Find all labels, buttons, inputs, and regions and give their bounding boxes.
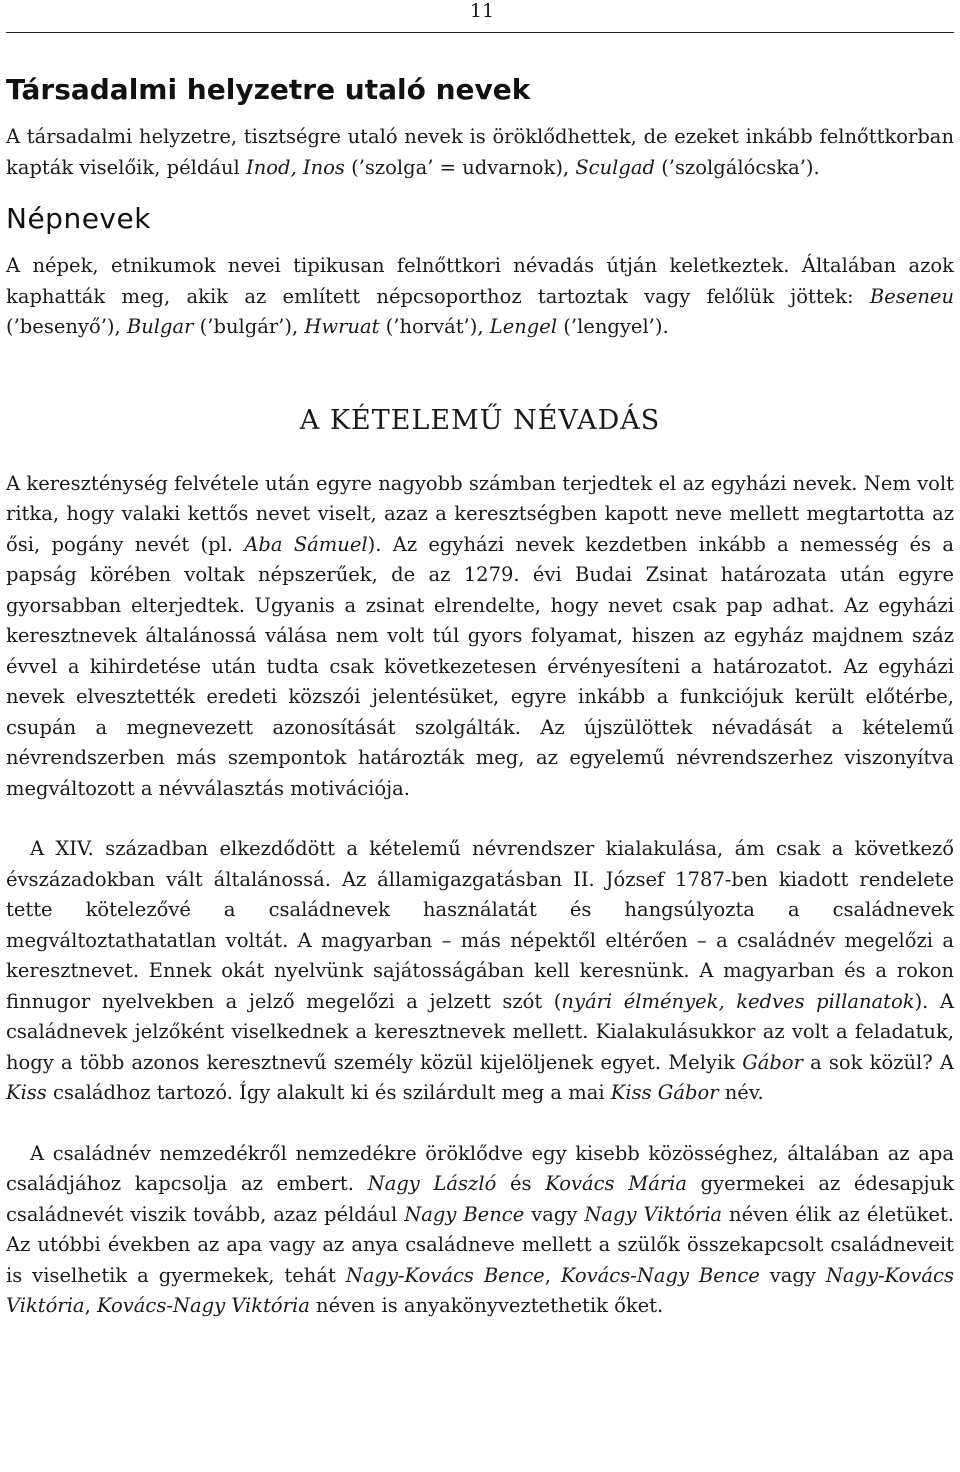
text-run: és — [496, 1172, 546, 1195]
text-run: gyermekei az édesapjuk családnevét viszik tovább, azaz például — [6, 1172, 954, 1226]
paragraph-peoples — [6, 251, 954, 343]
text-run: A XIV. században elkezdődött a kételemű névrendszer kialakulása, ám csak a következő évszázadokban vált általánossá. Az államigazgatásban II. József 1787-ben kiadott rendelete tette kötelezővé a családnevek használatát és hangsúlyozta a családnevek megváltoztathatatlan voltát. A magyarban – más népektől eltérően – a családnév megelőzi a keresztnevet. Ennek okát nyelvünk sajátosságában kell keresnünk. A magyarban és a rokon finnugor nyelvekben a jelző megelőzi a jelzett szót ( — [6, 837, 954, 1013]
italic-example-name: Aba Sámuel — [244, 532, 368, 556]
paragraph-chapter-1 — [6, 469, 954, 805]
italic-example-name: Nagy-Kovács Bence — [345, 1263, 545, 1287]
paragraph-chapter-3 — [6, 1139, 954, 1322]
italic-example-name: Kovács-Nagy Viktória — [96, 1294, 310, 1317]
text-run: (’bulgár’), — [193, 315, 305, 338]
italic-example-name: Beseneu — [869, 284, 954, 308]
text-run: , — [544, 1263, 561, 1287]
italic-example-name: Gábor — [742, 1050, 803, 1074]
header-rule — [6, 32, 954, 33]
italic-example-name: Nagy Viktória — [584, 1202, 723, 1226]
italic-example-name: Inod, Inos — [246, 155, 345, 179]
paragraph-chapter-2 — [6, 834, 954, 1109]
text-run: , — [84, 1294, 97, 1317]
page-number: 11 — [469, 0, 495, 22]
italic-example-name: Kovács Mária — [545, 1172, 687, 1195]
italic-example-name: Lengel — [489, 315, 558, 338]
text-run: ). A családnevek jelzőként viselkednek a keresztnevek mellett. Kialakulásukkor az volt a feladatuk, hogy a több azonos keresztnevű személy közül kijelöljenek egyet. Melyik — [6, 989, 955, 1074]
italic-example-name: Nagy László — [367, 1172, 497, 1195]
text-run: A népek, etnikumok nevei tipikusan felnőttkori névadás útján keletkeztek. Általában azok kaphatták meg, akik az említett népcsoporthoz tartoztak vagy felőlük jöttek: — [6, 254, 954, 308]
italic-example-name: Nagy Bence — [404, 1202, 525, 1226]
text-run: (’szolgálócska’). — [655, 155, 820, 179]
italic-example-name: Kiss — [6, 1081, 47, 1104]
text-run: néven is anyakönyveztethetik őket. — [309, 1294, 664, 1317]
text-run: A kereszténység felvétele után egyre nagyobb számban terjedtek el az egyházi nevek. Nem volt ritka, hogy valaki kettős nevet viselt, azaz a keresztségben kapott neve mellett megtartotta az ősi, pogány nevét (pl. — [6, 471, 954, 556]
text-run: név. — [718, 1081, 764, 1104]
italic-example-name: Nagy-Kovács Viktória — [6, 1263, 954, 1317]
chapter-title: A KÉTELEMŰ NÉVADÁS — [299, 404, 661, 436]
text-run: néven élik az életüket. Az utóbbi években az apa vagy az anya családneve mellett a szülők összekapcsolt családneveit is viselhetik a gyermekek, tehát — [6, 1202, 954, 1287]
text-run: (’horvát’), — [379, 315, 490, 338]
text-run: ). Az egyházi nevek kezdetben inkább a nemesség és a papság körében voltak népszerűek, de az 1279. évi Budai Zsinat határozata után egyre gyorsabban elterjedtek. Ugyanis a zsinat elrendelte, hogy nevet csak pap adhat. Az egyházi keresztnevek általánossá válása nem volt túl gyors folyamat, hiszen az egyház majdnem száz évvel a kihirdetése után tudta csak következetesen érvényesíteni a határozatot. Az egyházi nevek elvesztették eredeti közszói jelentésüket, egyre inkább a funkciójuk került előtérbe, csupán a megnevezett azonosítását szolgálták. Az újszülöttek névadását a kételemű névrendszerben más szempontok határozták meg, az egyelemű névrendszerhez viszonyítva megváltozott a névválasztás motivációja. — [6, 532, 954, 800]
italic-example-name: Kiss Gábor — [610, 1081, 719, 1104]
paragraph-social — [6, 122, 954, 183]
text-run: (’szolga’ = udvarnok), — [344, 155, 576, 179]
italic-example-name: Hwruat — [304, 315, 380, 338]
text-run: vagy — [759, 1263, 826, 1287]
italic-example-name: Sculgad — [575, 155, 655, 179]
text-run: (’lengyel’). — [557, 315, 669, 338]
text-run: (’besenyő’), — [6, 315, 127, 338]
text-run: a sok közül? A — [802, 1050, 954, 1074]
italic-example-name: Kovács-Nagy Bence — [560, 1263, 760, 1287]
text-run: A családnév nemzedékről nemzedékre öröklődve egy kisebb közösséghez, általában az apa családjához kapcsolja az embert. — [6, 1141, 954, 1195]
text-run: A társadalmi helyzetre, tisztségre utaló nevek is öröklődhettek, de ezeket inkább felnőttkorban kapták viselőik, például — [6, 125, 954, 179]
text-run: vagy — [524, 1202, 585, 1226]
italic-example-name: Bulgar — [126, 315, 194, 338]
italic-example-name: nyári élmények, kedves pillanatok — [561, 989, 915, 1013]
text-run: családhoz tartozó. Így alakult ki és szilárdult meg a mai — [46, 1081, 611, 1104]
page-content — [6, 72, 954, 1322]
paragraph-gap — [6, 804, 954, 834]
section-title-social: Társadalmi helyzetre utaló nevek — [6, 73, 531, 106]
paragraph-gap — [6, 1109, 954, 1139]
section-title-peoples: Népnevek — [6, 202, 151, 235]
